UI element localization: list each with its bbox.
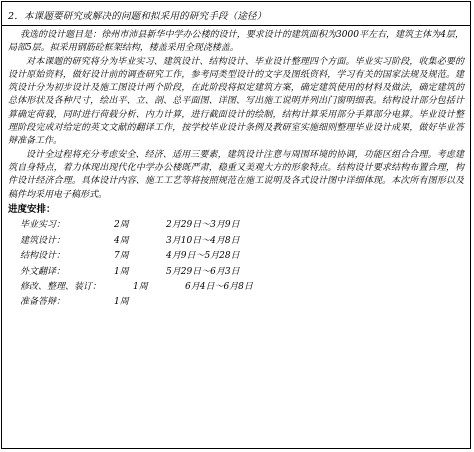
schedule-row [8, 216, 464, 231]
schedule-title: 进度安排： [8, 203, 56, 215]
paragraph-topic: 我选的设计题目是：徐州市沛县新华中学办公楼的设计，要求设计的建筑面积为3000平左右，建筑主体为4层，局部5层。拟采用钢筋砼框架结构，楼盖采用全现浇楼盖。 [8, 30, 464, 54]
schedule-row [8, 232, 464, 247]
schedule-task: 建筑设计： [20, 235, 66, 246]
schedule-dates: 6月4日～6月8日 [185, 281, 253, 292]
schedule-row [8, 293, 464, 308]
paragraph-research-plan: 对本课题的研究将分为毕业实习、建筑设计、结构设计、毕业设计整理四个方面。毕业实习阶段，收集必要的设计原始资料，做好设计前的调查研究工作，参考同类型设计的文字及图纸资料，学习有关的国家法规及规范。建筑设计分为初步设计及施工图设计两个阶段，在此阶段将拟定建筑方案，确定建筑使用的材料及做法，确定建筑的总体形状及各种尺寸，绘出平、立、剖、总平面图、详图、写出施工说明并列出门窗明细表。结构设计部分包括计算确定荷载，同时进行荷载分析、内力计算，进行截面设计的绘制，结构计算采用部分手算部分电算。毕业设计整理阶段完成对给定的英文文献的翻译工作，按学校毕业设计条例及教研室实施细则整理毕业设计成果，做好毕业答辩准备工作。 [8, 56, 464, 147]
schedule-dates: 2月29日～3月9日 [166, 220, 240, 231]
schedule-row [8, 247, 464, 262]
schedule-weeks: 1周 [133, 281, 148, 292]
schedule-dates: 3月10日～4月8日 [166, 235, 240, 246]
schedule-weeks: 2周 [114, 220, 129, 231]
schedule-dates: 4月9日～5月28日 [166, 251, 240, 262]
document-table [1, 1, 471, 449]
schedule-weeks: 7周 [114, 251, 129, 262]
schedule-task: 结构设计： [20, 251, 66, 262]
schedule-task: 毕业实习： [20, 220, 66, 231]
schedule-task: 修改、整理、装订： [20, 281, 102, 292]
schedule-row [8, 278, 464, 293]
schedule-weeks: 1周 [114, 266, 129, 277]
section-heading: 2．本课题要研究或解决的问题和拟采用的研究手段（途径） [2, 2, 470, 26]
schedule-task: 外文翻译： [20, 266, 66, 277]
schedule-weeks: 4周 [114, 235, 129, 246]
schedule-task: 准备答辩： [20, 297, 66, 308]
paragraph-design-principles: 设计全过程将充分考虑安全、经济、适用三要素，建筑设计注意与周围环境的协调，功能区组合合理。考虑建筑自身特点，着力体现出现代化中学办公楼既严肃，稳重又美观大方的形象特点。结构设计要求结构布置合理，构件设计经济合理。具体设计内容、施工工艺等将按照规范在施工说明及各式设计图中详细体现。本次所有图形以及稿件均采用电子稿形式。 [8, 149, 464, 200]
schedule-weeks: 1周 [114, 297, 129, 308]
schedule-row [8, 263, 464, 278]
section-content [2, 26, 470, 448]
schedule-dates: 5月29日～6月3日 [166, 266, 240, 277]
